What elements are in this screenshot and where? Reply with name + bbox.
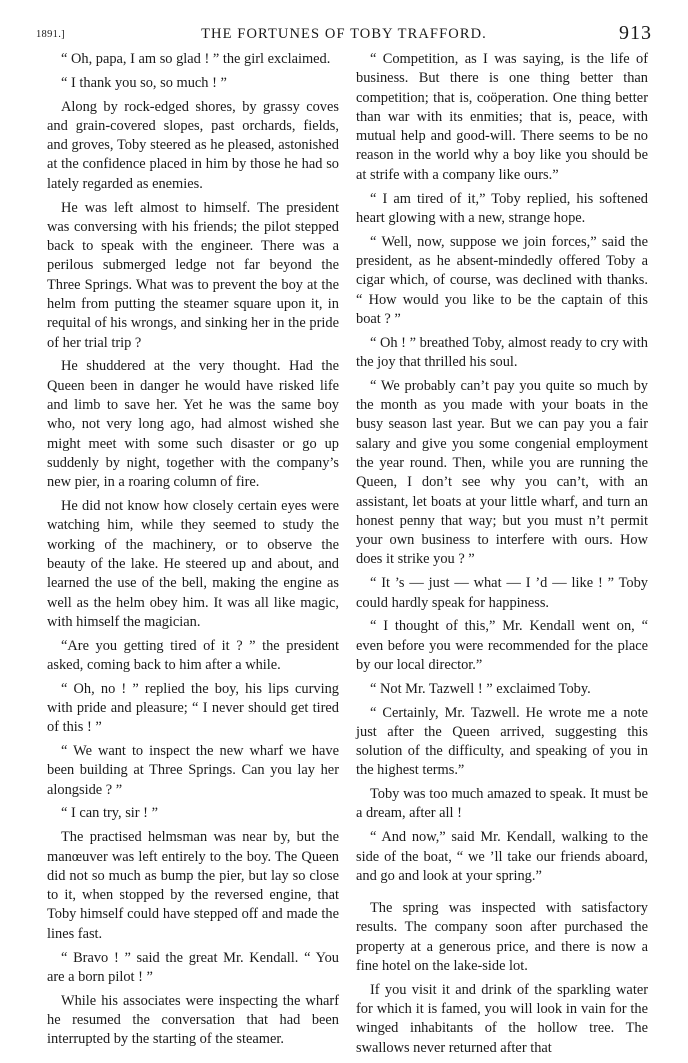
header-date: 1891.]: [36, 29, 65, 40]
paragraph: While his associates were inspecting the wharf he resumed the conversation that had been interrupted by the starting of the steamer.: [47, 992, 339, 1048]
left-column: [47, 50, 339, 1054]
paragraph: “ We probably can’t pay you quite so much by the month as you made with your boats in the busy season last year. But we can pay you a fair salary and give you some congenial employment the year round. Then, while you are running the Queen, I don’t see why you can’t, with an assistant, let boats at your little wharf, and turn an honest penny that way; but you must n’t permit your own business to interfere with ours. How does it strike you ? ”: [356, 377, 648, 568]
header-title: THE FORTUNES OF TOBY TRAFFORD.: [201, 26, 487, 42]
paragraph: “ Certainly, Mr. Tazwell. He wrote me a note just after the Queen arrived, suggesting this solution of the difficulty, and speaking of you in the highest terms.”: [356, 704, 648, 779]
paragraph: “ Oh, papa, I am so glad ! ” the girl exclaimed.: [61, 51, 331, 67]
page-number: 913: [619, 22, 652, 44]
paragraph: “Are you getting tired of it ? ” the president asked, coming back to him after a while.: [47, 637, 339, 673]
paragraph: “ I can try, sir ! ”: [61, 805, 158, 822]
paragraph: He did not know how closely certain eyes were watching him, while they seemed to study the working of the machinery, or to observe the beauty of the lake. He steered up and about, and learned the use of the bell, making the engine as well as the helm obey him. It was all like magic, with himself the magician.: [47, 498, 339, 630]
paragraph: “ I thank you so, so much ! ”: [61, 74, 227, 91]
paragraph: The spring was inspected with satisfactory results. The company soon after purchased the property at a generous price, and there is now a fine hotel on the lake-side lot.: [356, 900, 648, 975]
paragraph: “ I thought of this,” Mr. Kendall went on, “ even before you were recommended for the place by our local director.”: [356, 618, 648, 673]
paragraph: “ It ’s — just — what — I ’d — like ! ” Toby could hardly speak for happiness.: [356, 575, 648, 611]
paragraph: “ Oh ! ” breathed Toby, almost ready to cry with the joy that thrilled his soul.: [356, 334, 648, 370]
paragraph: “ Well, now, suppose we join forces,” said the president, as he absent-mindedly offered Toby a cigar which, of course, was declined with thanks. “ How would you like to be the captain of this boat ? ”: [356, 233, 648, 327]
paragraph: “ Not Mr. Tazwell ! ” exclaimed Toby.: [370, 680, 591, 697]
running-header: [36, 22, 652, 48]
paragraph: He was left almost to himself. The president was conversing with his friends; the pilot stepped back to speak with the engineer. There was a perilous submerged ledge not far beyond the Three Springs. What was to prevent the boy at the helm from putting the steamer square upon it, in requital of his wrongs, and sinking her in the pride of her trial trip ?: [47, 199, 339, 351]
paragraph: “ I am tired of it,” Toby replied, his softened heart glowing with a new, strange hope.: [356, 190, 648, 226]
paragraph: The practised helmsman was near by, but the manœuver was left entirely to the boy. The Queen did not so much as bump the pier, but lay so close to it, when stopped by the reversed engine, that Toby himself could have stepped off and made the lines fast.: [47, 829, 339, 942]
paragraph: “ Oh, no ! ” replied the boy, his lips curving with pride and pleasure; “ I never should get tired of this ! ”: [47, 680, 339, 736]
paragraph: “ And now,” said Mr. Kendall, walking to the side of the boat, “ we ’ll take our friends aboard, and go and look at your spring.”: [356, 829, 648, 884]
paragraph: “ Bravo ! ” said the great Mr. Kendall. “ You are a born pilot ! ”: [47, 949, 339, 985]
paragraph: Along by rock-edged shores, by grassy coves and grain-covered slopes, past orchards, fields, and groves, Toby steered as he pleased, astonished at the confidence placed in him by those he had so lately regarded as enemies.: [47, 98, 339, 192]
right-column: [356, 50, 648, 1063]
paragraph: “ Competition, as I was saying, is the life of business. But there is one thing better than competition; that is, coöperation. One thing better than war with its enmities; that is, peace, with mutual help and good-will. There seems to be no reason in the world why a boy like you should be at strife with a company like ours.”: [356, 51, 648, 183]
paragraph: Toby was too much amazed to speak. It must be a dream, after all !: [356, 786, 648, 822]
paragraph: He shuddered at the very thought. Had the Queen been in danger he would have risked life and limb to save her. Yet he was the same boy who, not very long ago, had almost wished she might meet with some such disaster or go up suddenly by night, together with the company’s new pier, in a roaring column of fire.: [47, 358, 339, 491]
paragraph: If you visit it and drink of the sparkling water for which it is famed, you will look in vain for the winged inhabitants of the hollow tree. The swallows never returned after that: [356, 981, 648, 1056]
paragraph: “ We want to inspect the new wharf we have been building at Three Springs. Can you lay her alongside ? ”: [47, 743, 339, 798]
